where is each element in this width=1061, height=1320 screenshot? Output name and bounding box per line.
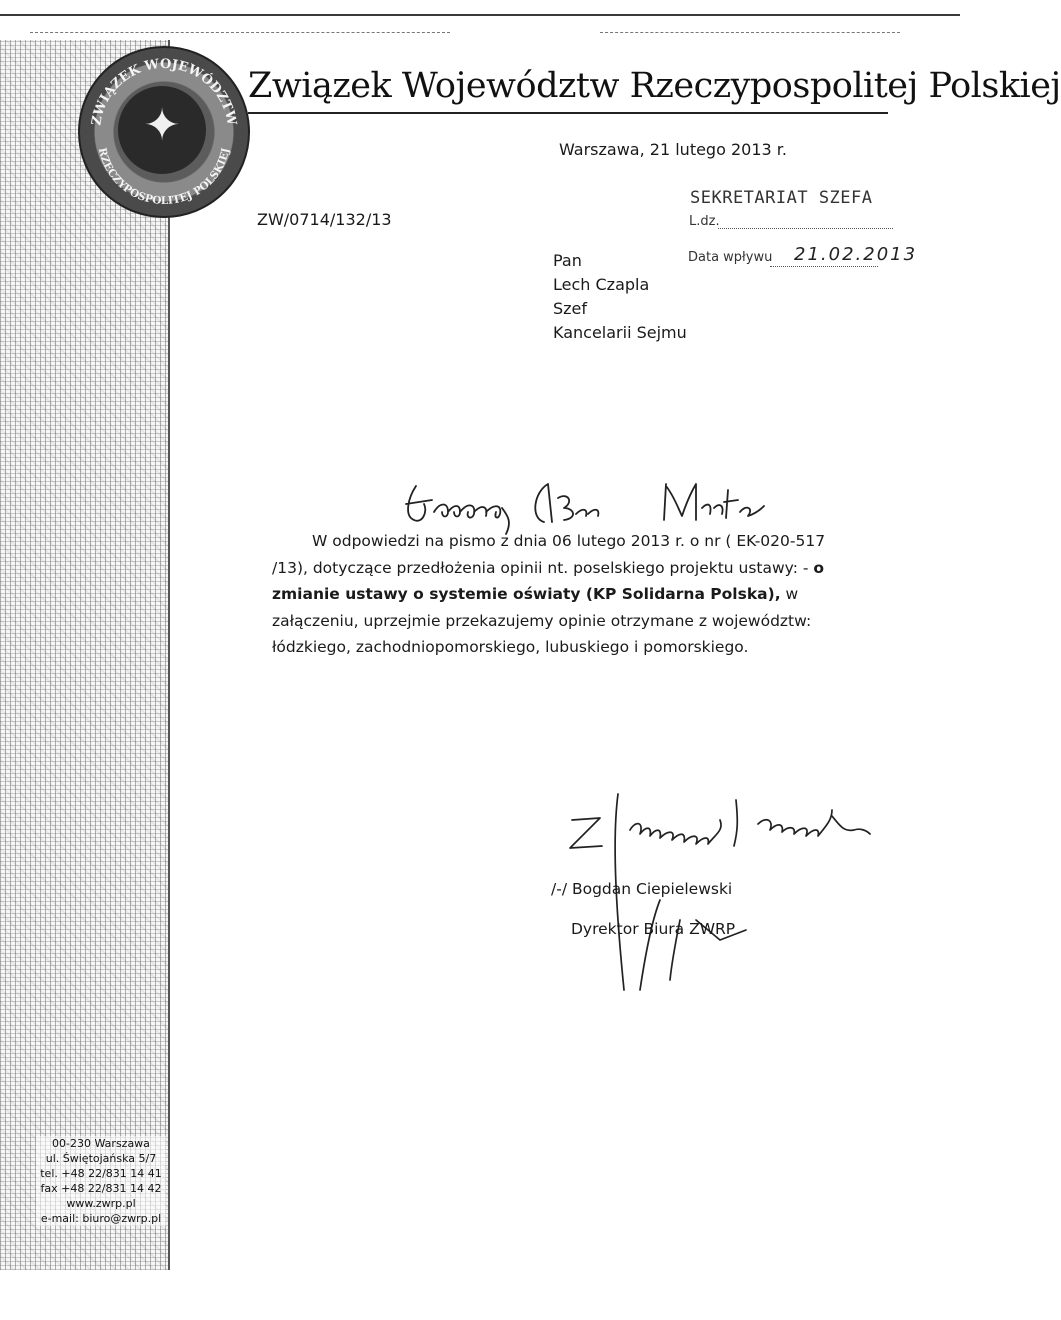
title-underline — [248, 112, 888, 114]
footer-phone: tel. +48 22/831 14 41 — [40, 1167, 162, 1180]
footer-fax: fax +48 22/831 14 42 — [40, 1182, 162, 1195]
stamp-ldz-line — [718, 228, 893, 229]
stamp-date-line — [770, 266, 878, 267]
fax-header-dashes — [600, 32, 900, 34]
stamp-title: SEKRETARIAT SZEFA — [690, 188, 873, 208]
seal-emblem-icon: ✦ — [143, 100, 181, 151]
fax-header-line — [0, 14, 960, 16]
footer-email: e-mail: biuro@zwrp.pl — [40, 1212, 162, 1225]
footer-street: ul. Świętojańska 5/7 — [45, 1152, 157, 1165]
scanned-left-margin — [0, 40, 168, 1270]
body-text-part1: W odpowiedzi na pismo z dnia 06 lutego 2013 r. o nr ( EK-020-517 /13), dotyczące przedłożenia opinii nt. poselskiego projektu ustawy: - — [272, 532, 826, 577]
seal-text-top: ZWIĄZEK WOJEWÓDZTW — [89, 56, 239, 127]
stamp-ldz-label: L.dz. — [689, 214, 720, 229]
footer-postcode-city: 00-230 Warszawa — [52, 1137, 150, 1150]
body-text-bold: o zmianie ustawy o systemie oświaty (KP Solidarna Polska), — [272, 558, 825, 603]
addressee-office: Kancelarii Sejmu — [553, 323, 687, 342]
body-text-part2: w załączeniu, uprzejmie przekazujemy opinie otrzymane z województw: łódzkiego, zachodniopomorskiego, lubuskiego i pomorskiego. — [272, 585, 812, 656]
addressee-salutation: Pan — [553, 251, 582, 270]
handwritten-signature — [560, 790, 890, 1020]
margin-rule — [168, 40, 170, 1270]
addressee-name: Lech Czapla — [553, 275, 650, 294]
stamp-date-value: 21.02.2013 — [794, 244, 918, 265]
body-paragraph — [272, 528, 852, 661]
letter-body — [272, 528, 852, 661]
signer-title: Dyrektor Biura ZWRP — [571, 920, 736, 938]
letter-date: Warszawa, 21 lutego 2013 r. — [559, 140, 787, 159]
footer-website: www.zwrp.pl — [66, 1197, 136, 1210]
fax-header-dashes — [30, 32, 450, 34]
signer-name: /-/ Bogdan Ciepielewski — [551, 880, 733, 898]
reference-number: ZW/0714/132/13 — [257, 210, 392, 229]
stamp-date-label: Data wpływu — [688, 250, 773, 265]
seal-text-bottom: RZECZYPOSPOLITEJ POLSKIEJ — [95, 146, 233, 208]
organization-title: Związek Województw Rzeczypospolitej Polskiej — [248, 66, 1061, 106]
addressee-role: Szef — [553, 299, 588, 318]
footer-address — [36, 1136, 166, 1226]
